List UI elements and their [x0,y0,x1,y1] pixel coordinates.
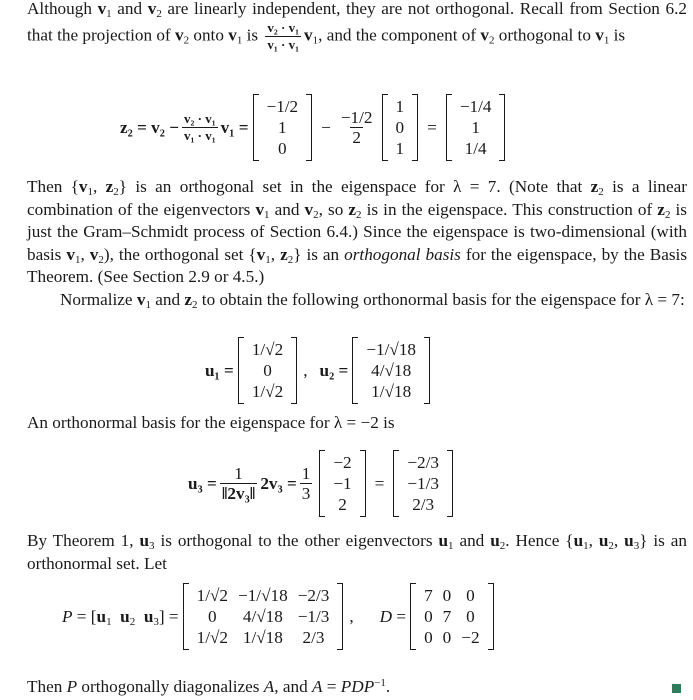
projection-fraction [265,21,301,52]
operator: − [321,117,331,137]
text: , [270,244,281,264]
vec: v [174,24,184,44]
emphasis: orthogonal basis [344,244,461,264]
var: A [263,677,275,696]
frac-den: 2 [352,128,361,147]
matrix-cell: 1/√18 [371,382,412,401]
text: orthogonal to [494,24,596,44]
equation-P-D [62,583,498,650]
vec: v [147,0,157,18]
matrix-cell: 0 [395,118,405,137]
sub: 1 [603,33,610,46]
text: , so [318,199,349,219]
sub: 2 [98,253,104,266]
sub: 2 [608,540,614,552]
frac-num: v₂ · v₁ [184,111,216,126]
matrix-cell: −2/3 [407,453,439,472]
matrix-cell: 7 [424,586,433,605]
matrix-v3 [319,450,365,517]
vec: v [89,244,99,264]
matrix-cell: −1/√18 [238,586,288,605]
sub: 2 [598,186,604,198]
text: and [111,0,148,18]
frac-num: v₂ · v₁ [267,19,300,35]
text: is a linear combination of the eigenvectors [27,177,687,219]
matrix-cell: 2 [338,495,347,514]
coef-fraction [339,109,375,146]
matrix-D [410,583,493,650]
matrix-cell: 1 [395,139,405,158]
var: PDP [340,677,375,696]
matrix-cell: −2 [333,453,352,472]
eq-fraction [182,112,218,143]
text: Although [27,0,98,18]
matrix-cell: 0 [466,607,475,626]
matrix-cell: 0 [466,586,475,605]
separator: , [303,360,308,380]
vec: v [78,177,88,196]
matrix-cell: 1 [471,118,480,137]
u1-label: u₁ = [205,360,234,380]
vec: z [590,177,599,196]
sub: 1 [583,540,589,552]
matrix-cell: −1/3 [407,474,439,493]
vec: v [97,0,107,18]
text: . Hence { [505,531,574,550]
matrix-cell: −1/2 [266,97,299,116]
matrix-cell: 4/√18 [371,361,412,380]
text: } is an orthonormal set. Let [27,531,688,573]
vec: v [480,24,489,44]
text: , [588,531,599,550]
vec: v [304,199,314,219]
vec: v [595,24,604,44]
eq-fraction [220,465,258,502]
paragraph-projection [27,0,687,52]
text: Normalize [60,290,137,309]
eq-lhs: u₃ = [188,473,217,493]
matrix-cell: −1 [333,474,352,493]
sub: 1 [145,299,151,311]
vec: u [490,531,500,550]
text: are linearly independent, they are not orthogonal. Recall from Section 6.2 that the projection of [27,0,688,44]
frac-den: v₁ · v₁ [267,36,300,52]
paragraph-conclusion [27,676,687,699]
matrix-m3 [446,94,506,161]
matrix-cell: 1/√18 [242,628,283,647]
equation-z2 [120,94,509,161]
matrix-cell: 1/√2 [196,586,229,605]
vec: v [256,244,266,264]
matrix-cell: 1/√2 [251,382,284,401]
vec: v [255,199,265,219]
p-label: $P = [u_1$ $u_2$ $u_3$] = [62,606,179,628]
matrix-cell: −1/4 [459,97,492,116]
text: By Theorem 1, [27,531,140,550]
vec: v [304,24,313,44]
equation-u3 [188,450,457,517]
coef-fraction [300,465,313,502]
matrix-cell: −2/3 [297,586,330,605]
matrix-m1 [253,94,313,161]
matrix-cell: 1/√2 [251,340,284,359]
frac-num: 1 [301,464,311,483]
text: An orthonormal basis for the eigenspace for λ = −2 is [27,413,395,432]
u2-label: u₂ = [319,360,349,380]
matrix-cell: −1/√18 [366,340,417,359]
sub: 2 [156,8,162,20]
sub: 1 [448,540,454,552]
operator: = [427,117,437,137]
sub: 2 [356,208,362,221]
frac-num: 1 [234,464,243,483]
matrix-u1 [238,337,297,404]
sub: 1 [106,8,112,20]
matrix-cell: 0 [263,361,272,380]
text: Then { [27,177,79,196]
sub: 3 [633,540,640,552]
eq-lhs: z₂ = v₂ − [120,117,180,137]
frac-den: ‖2v₃‖ [221,484,256,503]
sub: 3 [149,540,155,552]
matrix-cell: 2/3 [412,495,435,514]
sub: 1 [312,33,319,46]
matrix-cell: 0 [208,607,217,626]
text: , [93,177,106,196]
text: is orthogonal to the other eigenvectors [154,531,439,550]
matrix-cell: 0 [424,628,433,647]
text: is [609,24,626,44]
matrix-cell: 0 [442,586,452,605]
d-label: D = [379,606,407,626]
paragraph-theorem [27,530,687,575]
paragraph-normalize [27,289,687,312]
text: , [80,244,90,264]
sub: 2 [192,299,198,311]
matrix-cell: 0 [442,628,452,647]
text: to obtain the following orthonormal basis for the eigenspace for λ = 7: [197,290,685,309]
separator: , [349,606,354,626]
text: and [150,290,185,309]
vec: u [624,531,634,550]
sub: 2 [287,253,294,266]
text: , and [274,677,312,696]
vec: u [598,531,609,550]
paragraph-orthogonal-set [27,176,687,289]
vec: z [184,290,192,309]
var: P [66,677,78,696]
text: orthogonally diagonalizes [77,677,264,696]
text: } is an [293,244,345,264]
sub: 1 [265,253,271,266]
vec: z [657,199,665,219]
text: is in the eigenspace. This construction of [361,199,658,219]
matrix-cell: 0 [278,139,287,158]
text: and [453,531,491,550]
sup: −1 [374,677,386,689]
frac-den: 3 [301,484,311,503]
sub: 2 [113,186,119,198]
var: A [311,677,323,696]
equation-u1-u2 [205,337,434,404]
text: , and the component of [318,24,481,44]
sub: 1 [264,208,270,221]
sub: 2 [313,208,319,221]
paragraph-eigenspace-neg2 [27,412,687,435]
vec: u [573,531,584,550]
text: = [322,677,341,696]
sub: 1 [87,186,93,198]
text: . [385,677,391,696]
text: for the eigenspace, by the Basis Theorem. (See Section 2.9 or 4.5.) [27,244,688,286]
frac-num: −1/2 [340,108,373,127]
text: ), the orthogonal set { [103,244,257,264]
eq-mid: v₁ = [220,117,249,137]
matrix-cell: 7 [442,607,452,626]
sub: 1 [74,253,81,266]
matrix-u3 [393,450,453,517]
text: is just the Gram–Schmidt process of Section 6.4.) Since the eigenspace is two-dimensional (with basis [27,199,687,264]
eq-mid: 2v₃ = [260,473,297,493]
operator: = [374,473,385,493]
matrix-cell: −2 [461,628,480,647]
text: and [269,199,305,219]
matrix-cell: 1/√2 [196,628,229,647]
text: , [613,531,625,550]
sub: 1 [236,33,243,46]
vec: u [438,531,449,550]
matrix-cell: 1 [278,118,287,137]
text: is [242,24,263,44]
text: onto [189,24,229,44]
matrix-m2 [382,94,419,161]
matrix-cell: 1 [395,97,405,116]
sub: 2 [489,33,495,46]
vec: v [136,290,146,309]
sub: 2 [664,208,671,221]
vec: z [280,244,288,264]
matrix-cell: 0 [424,607,433,626]
matrix-cell: −1/3 [297,607,330,626]
frac-den: v₁ · v₁ [184,128,216,143]
text: Then [27,677,67,696]
matrix-u2 [352,337,430,404]
vec: z [105,177,114,196]
matrix-cell: 1/4 [464,139,487,158]
matrix-P [183,583,344,650]
sub: 2 [499,540,506,552]
vec: v [228,24,237,44]
end-of-proof-icon [672,684,681,693]
vec: v [66,244,75,264]
text: } is an orthogonal set in the eigenspace for λ = 7. (Note that [118,177,591,196]
matrix-cell: 2/3 [302,628,325,647]
vec: u [139,531,150,550]
sub: 2 [183,33,190,46]
vec: z [348,199,357,219]
matrix-cell: 4/√18 [242,607,283,626]
